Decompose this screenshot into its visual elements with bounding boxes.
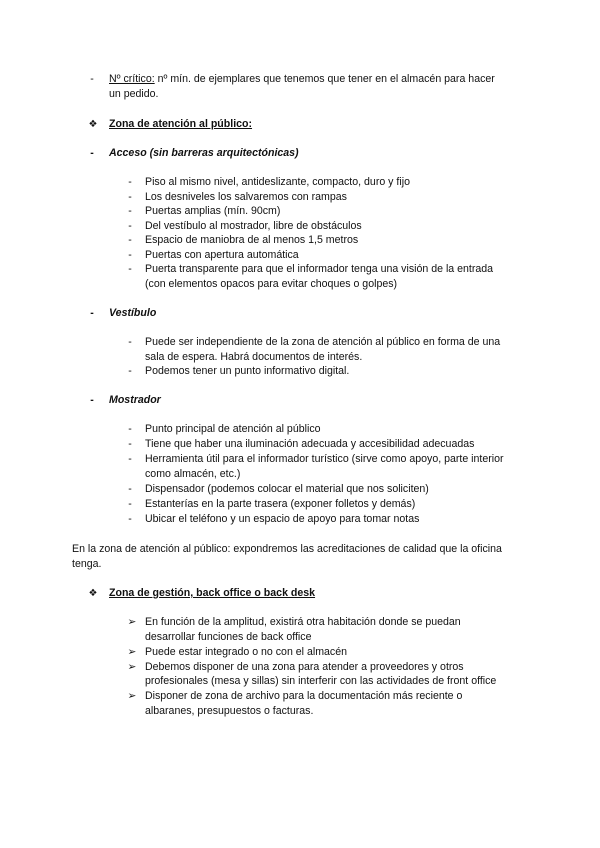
dash-bullet: - (128, 513, 132, 525)
arrow-bullet-icon: ➢ (127, 616, 137, 628)
body-paragraph: En la zona de atención al público: expondremos las acreditaciones de calidad que la oficina (72, 543, 502, 555)
list-item-continued: desarrollar funciones de back office (145, 631, 312, 643)
list-item: Del vestíbulo al mostrador, libre de obstáculos (145, 220, 362, 232)
dash-bullet: - (90, 307, 94, 319)
arrow-bullet-icon: ➢ (127, 661, 137, 673)
list-item: Puede estar integrado o no con el almacén (145, 646, 348, 658)
dash-bullet: - (90, 147, 94, 159)
list-item-continued: albaranes, presupuestos o facturas. (145, 705, 314, 717)
dash-bullet: - (128, 453, 132, 465)
list-item: Los desniveles los salvaremos con rampas (145, 191, 347, 203)
list-item: Puertas con apertura automática (145, 249, 299, 261)
dash-bullet: - (128, 365, 132, 377)
dash-bullet: - (128, 423, 132, 435)
dash-bullet: - (128, 176, 132, 188)
arrow-bullet-icon: ➢ (127, 690, 137, 702)
list-item: Tiene que haber una iluminación adecuada y accesibilidad adecuadas (145, 438, 475, 450)
list-item: Punto principal de atención al público (145, 423, 321, 435)
dash-bullet: - (128, 263, 132, 275)
dash-bullet: - (128, 234, 132, 246)
section-heading-public-area: Zona de atención al público: (109, 118, 253, 130)
critical-number-label: Nº crítico: (109, 73, 155, 85)
list-item: Disponer de zona de archivo para la documentación más reciente o (145, 690, 463, 702)
list-item: Ubicar el teléfono y un espacio de apoyo para tomar notas (145, 513, 420, 525)
list-item: Dispensador (podemos colocar el material que nos soliciten) (145, 483, 429, 495)
list-item: Estanterías en la parte trasera (exponer folletos y demás) (145, 498, 416, 510)
dash-bullet: - (128, 498, 132, 510)
critical-number-text-continued: un pedido. (109, 88, 159, 100)
subheading-mostrador: Mostrador (109, 394, 161, 406)
subheading-vestibulo: Vestíbulo (109, 307, 157, 319)
dash-bullet: - (128, 205, 132, 217)
list-item: Espacio de maniobra de al menos 1,5 metros (145, 234, 359, 246)
dash-bullet: - (128, 336, 132, 348)
dash-bullet: - (90, 73, 94, 85)
arrow-bullet-icon: ➢ (127, 646, 137, 658)
dash-bullet: - (90, 394, 94, 406)
diamond-bullet-icon: ❖ (88, 119, 98, 130)
dash-bullet: - (128, 220, 132, 232)
body-paragraph-continued: tenga. (72, 558, 102, 570)
list-item: Puertas amplias (mín. 90cm) (145, 205, 281, 217)
list-item-continued: sala de espera. Habrá documentos de interés. (145, 351, 363, 363)
dash-bullet: - (128, 249, 132, 261)
list-item-continued: como almacén, etc.) (145, 468, 241, 480)
critical-number-item (109, 72, 495, 87)
list-item: Puerta transparente para que el informador tenga una visión de la entrada (145, 263, 494, 275)
diamond-bullet-icon: ❖ (88, 588, 98, 599)
list-item: Puede ser independiente de la zona de atención al público en forma de una (145, 336, 501, 348)
list-item: Herramienta útil para el informador turístico (sirve como apoyo, parte interior (145, 453, 504, 465)
dash-bullet: - (128, 483, 132, 495)
list-item: Debemos disponer de una zona para atender a proveedores y otros (145, 661, 464, 673)
list-item: Piso al mismo nivel, antideslizante, compacto, duro y fijo (145, 176, 410, 188)
list-item: Podemos tener un punto informativo digital. (145, 365, 350, 377)
list-item: En función de la amplitud, existirá otra habitación donde se puedan (145, 616, 461, 628)
critical-number-text: nº mín. de ejemplares que tenemos que tener en el almacén para hacer (154, 73, 495, 85)
section-heading-back-office: Zona de gestión, back office o back desk (109, 587, 316, 599)
subheading-acceso: Acceso (sin barreras arquitectónicas) (109, 147, 299, 159)
list-item-continued: profesionales (mesa y sillas) sin interferir con las actividades de front office (145, 675, 497, 687)
list-item-continued: (con elementos opacos para evitar choques o golpes) (145, 278, 398, 290)
dash-bullet: - (128, 191, 132, 203)
dash-bullet: - (128, 438, 132, 450)
